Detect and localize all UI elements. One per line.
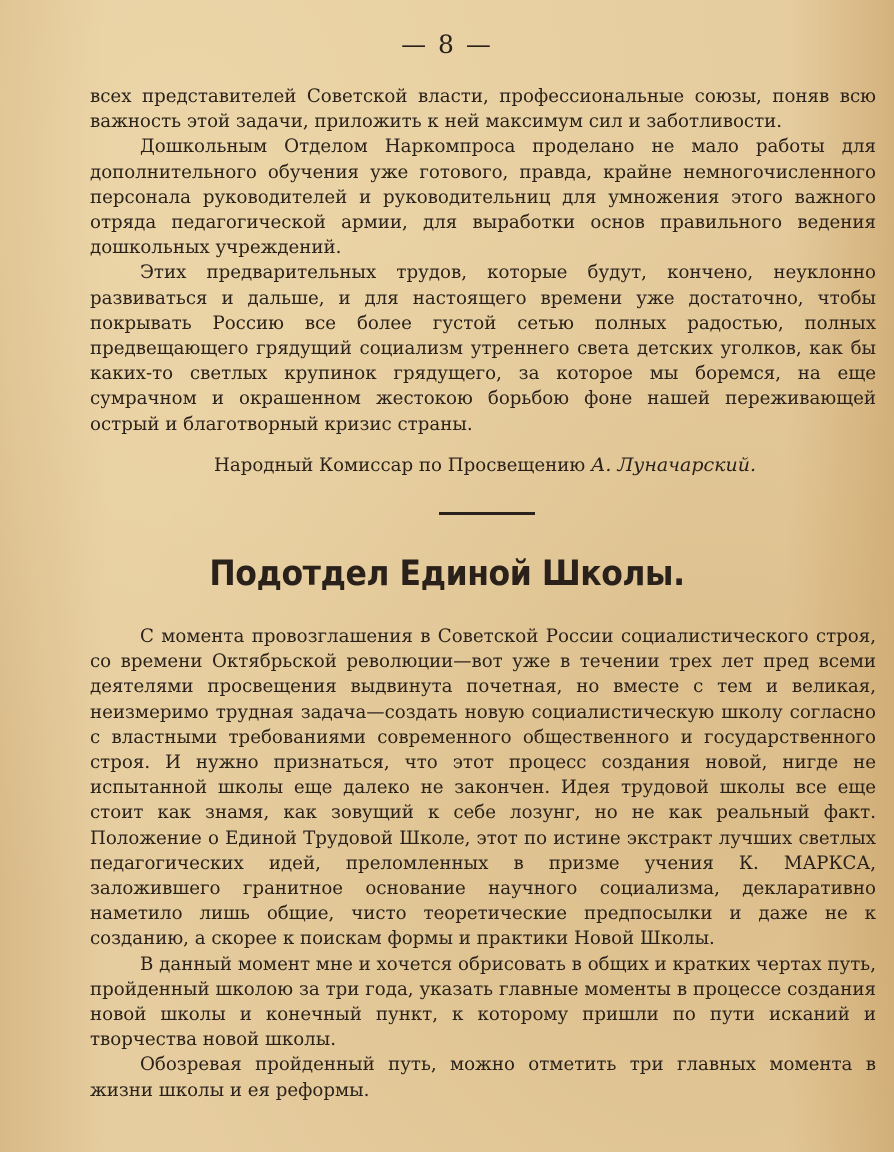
text-block-top <box>90 84 876 437</box>
paragraph: С момента провозглашения в Советской России социалистического строя, со времени Октябрьской революции—вот уже в течении трех лет пред всеми деятелями просвещения выдвинута почетная, но вместе с тем и великая, неизмеримо трудная задача—создать новую социалистическую школу согласно с властными требованиями современного общественного и государственного строя. И нужно признаться, что этот процесс создания новой, нигде не испытанной школы еще далеко не закончен. Идея трудовой школы все еще стоит как знамя, как зовущий к себе лозунг, но не как реальный факт. Положение о Единой Трудовой Школе, этот по истине экстракт лучших светлых педагогических идей, преломленных в призме учения К. МАРКСА, заложившего гранитное основание научного социализма, декларативно наметило лишь общие, чисто теоретические предпосылки и даже не к созданию, а скорее к поискам формы и практики Новой Школы. <box>90 626 876 950</box>
text-block-bottom <box>90 624 876 1103</box>
paragraph: В данный момент мне и хочется обрисовать в общих и кратких чертах путь, пройденный школою за три года, указать главные моменты в процессе создания новой школы и конечный пункт, к которому пришли по пути исканий и творчества новой школы. <box>90 953 876 1051</box>
page-number: — 8 — <box>401 30 493 59</box>
signature-title: Народный Комиссар по Просвещению <box>214 455 586 476</box>
section-divider <box>439 512 535 515</box>
paragraph: Дошкольным Отделом Наркомпроса проделано не мало работы для дополнительного обучения уже готового, правда, крайне немногочисленного персонала руководителей и руководительниц для умножения этого важного отряда педагогической армии, для выработки основ правильного ведения дошкольных учреждений. <box>90 136 876 259</box>
signature-name: А. Луначарский. <box>590 454 756 476</box>
paragraph: всех представителей Советской власти, профессиональные союзы, поняв всю важность этой задачи, приложить к ней максимум сил и заботливости. <box>90 86 876 133</box>
paragraph: Этих предварительных трудов, которые будут, кончено, неуклонно развиваться и дальше, и для настоящего времени уже достаточно, чтобы покрывать Россию все более густой сетью полных радостью, полных предвещающего грядущий социализм утреннего света детских уголков, как бы каких-то светлых крупинок грядущего, за которое мы боремся, на еще сумрачном и окрашенном жестокою борьбою фоне нашей переживающей острый и благотворный кризис страны. <box>90 262 876 435</box>
paragraph: Обозревая пройденный путь, можно отметить три главных момента в жизни школы и ея реформы. <box>90 1054 876 1101</box>
section-heading: Подотдел Единой Школы. <box>209 554 685 594</box>
